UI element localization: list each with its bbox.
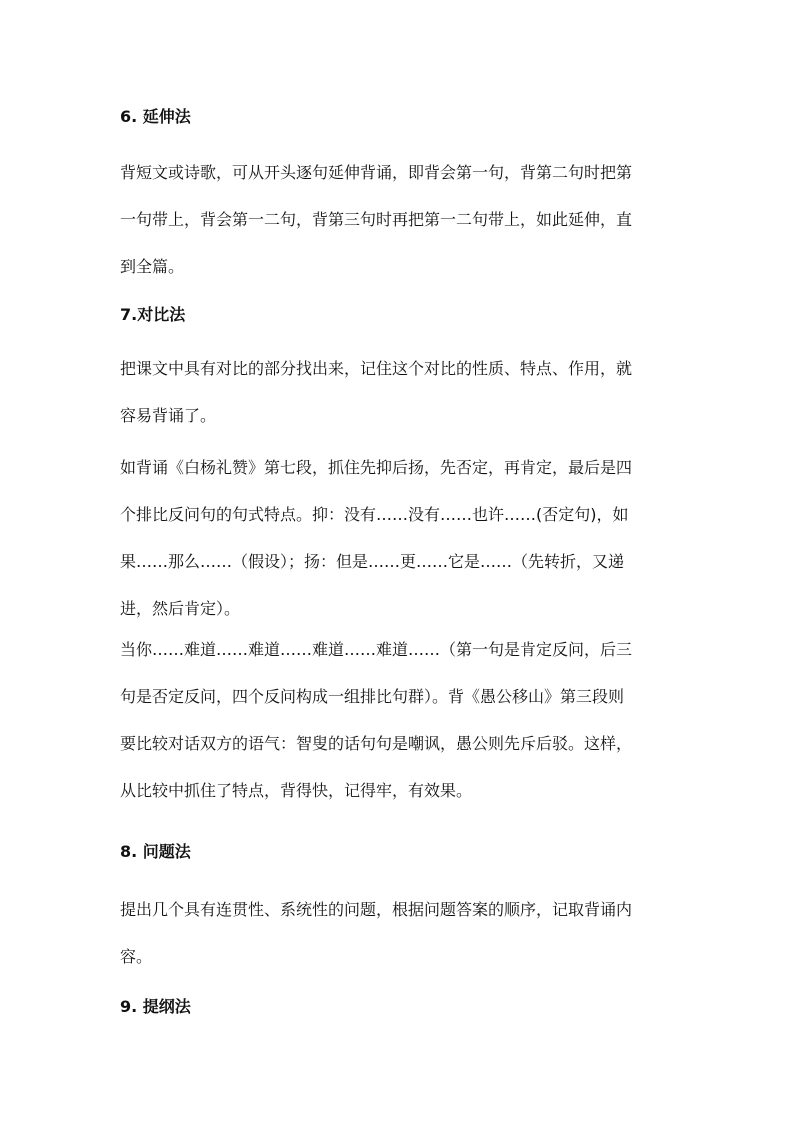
- paragraph-line: 容易背诵了。: [120, 406, 217, 425]
- paragraph-question-method: [120, 898, 684, 969]
- section-heading-extension-method: 6. 延伸法: [120, 107, 191, 126]
- paragraph-line: 句是否定反问，四个反问构成一组排比句群）。背《愚公移山》第三段则: [120, 687, 625, 706]
- paragraph-line: 个排比反问句的句式特点。抑：没有……没有……也许……(否定句)，如: [120, 505, 629, 524]
- paragraph-line: 要比较对话双方的语气：智叟的话句句是嘲讽，愚公则先斥后驳。这样，: [120, 734, 633, 753]
- section-heading-contrast-method: 7.对比法: [120, 305, 186, 324]
- paragraph-line: 把课文中具有对比的部分找出来，记住这个对比的性质、特点、作用，就: [120, 359, 633, 378]
- paragraph-extension-method: [120, 161, 684, 279]
- paragraph-line: 一句带上，背会第一二句，背第三句时再把第一二句带上，如此延伸，直: [120, 210, 633, 229]
- paragraph-line: 当你……难道……难道……难道……难道……（第一句是肯定反问，后三: [120, 640, 633, 659]
- paragraph-line: 容。: [120, 947, 153, 966]
- paragraph-line: 从比较中抓住了特点，背得快，记得牢，有效果。: [120, 781, 473, 800]
- paragraph-line: 果……那么……（假设）；扬：但是……更……它是……（先转折，又递: [120, 552, 625, 571]
- section-heading-question-method: 8. 问题法: [120, 842, 191, 861]
- paragraph-contrast-example-baiyang: [120, 456, 684, 621]
- paragraph-contrast-example-yugong: [120, 638, 684, 803]
- paragraph-line: 背短文或诗歌，可从开头逐句延伸背诵，即背会第一句，背第二句时把第: [120, 163, 633, 182]
- paragraph-line: 到全篇。: [120, 257, 185, 276]
- paragraph-line: 如背诵《白杨礼赞》第七段，抓住先抑后扬，先否定，再肯定，最后是四: [120, 458, 633, 477]
- section-heading-outline-method: 9. 提纲法: [120, 997, 191, 1016]
- paragraph-line: 进，然后肯定）。: [120, 599, 241, 618]
- paragraph-line: 提出几个具有连贯性、系统性的问题，根据问题答案的顺序，记取背诵内: [120, 900, 633, 919]
- paragraph-contrast-intro: [120, 357, 684, 428]
